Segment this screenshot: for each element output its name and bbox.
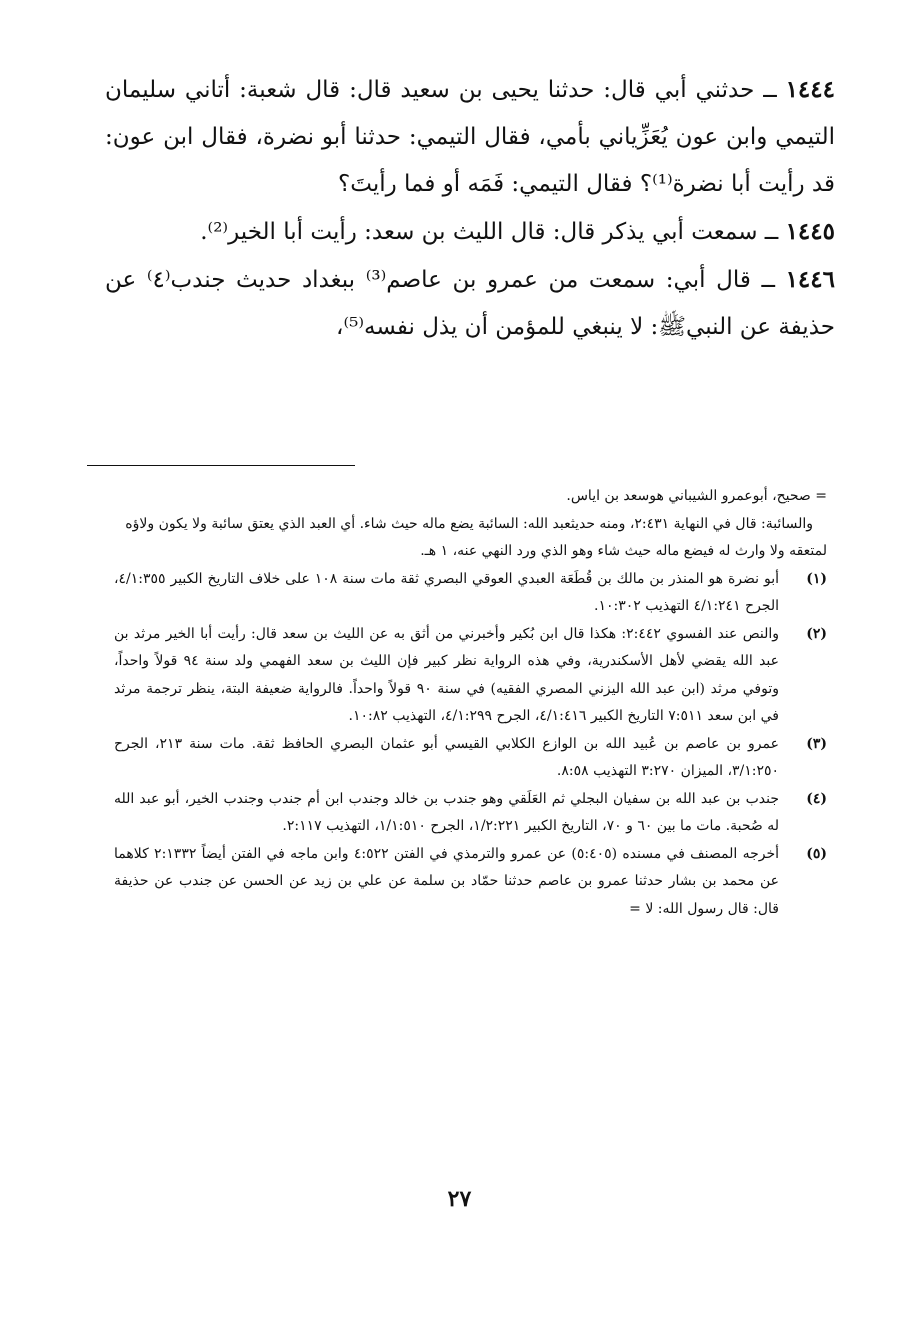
entry-1444	[105, 66, 835, 208]
footnote-text: جندب بن عبد الله بن سفيان البجلي ثم العَلَقي وهو جندب بن خالد وجندب ابن أم جندب وجندب الخير، أبو عبد الله له صُحبة. مات ما بين ٦٠ و ٧٠، التاريخ الكبير ١/٢:٢٢١، الجرح ١/١:٥١٠، التهذيب ٢:١١٧.	[114, 790, 779, 834]
footnote-5	[114, 841, 827, 924]
entry-number: ١٤٤٤	[785, 76, 835, 103]
footnote-text: أبو نضرة هو المنذر بن مالك بن قُطَعَة العبدي العوقي البصري ثقة مات سنة ١٠٨ على خلاف التاريخ الكبير ٤/١:٣٥٥، الجرح ٤/١:٢٤١ التهذيب ١٠:٣٠٢.	[114, 570, 779, 614]
footnote-number: (٣)	[806, 735, 827, 752]
footnotes-block	[114, 483, 827, 923]
entry-number: ١٤٤٦	[785, 266, 835, 293]
footnote-text: والنص عند الفسوي ٢:٤٤٢: هكذا قال ابن بُكير وأخبرني من أثق به عن الليث بن سعد قال: رأيت أبا الخير مرثد بن عبد الله يقضي لأهل الأسكندرية، وفي هذه الرواية نظر كبير فإن الليث بن سعد الفهمي ولد سنة ٩٤ قولاً واحداً، وتوفي مرثد (ابن عبد الله اليزني المصري الفقيه) في سنة ٩٠ قولاً واحداً. فالرواية ضعيفة البتة، ينظر ترجمة مرثد في ابن سعد ٧:٥١١ التاريخ الكبير ٤/١:٤١٦، الجرح ٤/١:٢٩٩، التهذيب ١٠:٨٢.	[114, 625, 780, 724]
entry-text: ــ قال أبي: سمعت من عمرو بن عاصم⁽³⁾ ببغداد حديث جندب⁽٤⁾ عن حذيفة عن النبيﷺ: لا ينبغي للمؤمن أن يذل نفسه⁽⁵⁾،	[105, 267, 835, 340]
footnote-continuation: والسائبة: قال في النهاية ٢:٤٣١، ومنه حديثعبد الله: السائبة يضع ماله حيث شاء. أي العبد الذي يعتق سائبة ولا يكون ولاؤه لمتعقه ولا وارث له فيضع ماله حيث شاء وهو الذي ورد النهي عنه، ١ هـ.	[125, 515, 827, 559]
page-number: ٢٧	[447, 1186, 472, 1212]
footnote-text: أخرجه المصنف في مسنده (٥:٤٠٥) عن عمرو والترمذي في الفتن ٤:٥٢٢ وابن ماجه في الفتن أيضاً ٢:١٣٣٢ كلاهما عن محمد بن بشار حدثنا عمرو بن عاصم حدثنا حمّاد بن سلمة عن علي بن زيد عن الحسن عن جندب عن حذيفة قال: قال رسول الله: لا =	[114, 845, 779, 917]
footnote-4	[114, 786, 827, 841]
footnote-2	[114, 621, 827, 731]
entry-text: ــ حدثني أبي قال: حدثنا يحيى بن سعيد قال: قال شعبة: أتاني سليمان التيمي وابن عون يُعَزِّياني بأمي، فقال التيمي: حدثنا أبو نضرة، فقال ابن عون: قد رأيت أبا نضرة⁽¹⁾؟ فقال التيمي: فَمَه أو فما رأيتَ؟	[105, 77, 835, 197]
main-text-block	[105, 66, 835, 351]
footnote-text: عمرو بن عاصم بن عُبيد الله بن الوازع الكلابي القيسي أبو عثمان البصري الحافظ ثقة. مات سنة ٢١٣، الجرح ٣/١:٢٥٠، الميزان ٣:٢٧٠ التهذيب ٨:٥٨.	[114, 735, 779, 779]
footnote-3	[114, 731, 827, 786]
entry-number: ١٤٤٥	[785, 218, 835, 245]
footnote-divider	[87, 465, 355, 466]
footnote-1	[114, 566, 827, 621]
entry-1445	[105, 208, 835, 256]
footnote-number: (٤)	[806, 790, 827, 807]
footnote-number: (٥)	[806, 845, 827, 862]
entry-1446	[105, 256, 835, 351]
footnote-number: (٢)	[806, 625, 827, 642]
footnote-number: (١)	[806, 570, 827, 587]
entry-text: ــ سمعت أبي يذكر قال: قال الليث بن سعد: رأيت أبا الخير⁽²⁾.	[200, 219, 786, 245]
footnote-continuation: = صحيح، أبوعمرو الشيباني هوسعد بن اياس.	[566, 488, 827, 504]
